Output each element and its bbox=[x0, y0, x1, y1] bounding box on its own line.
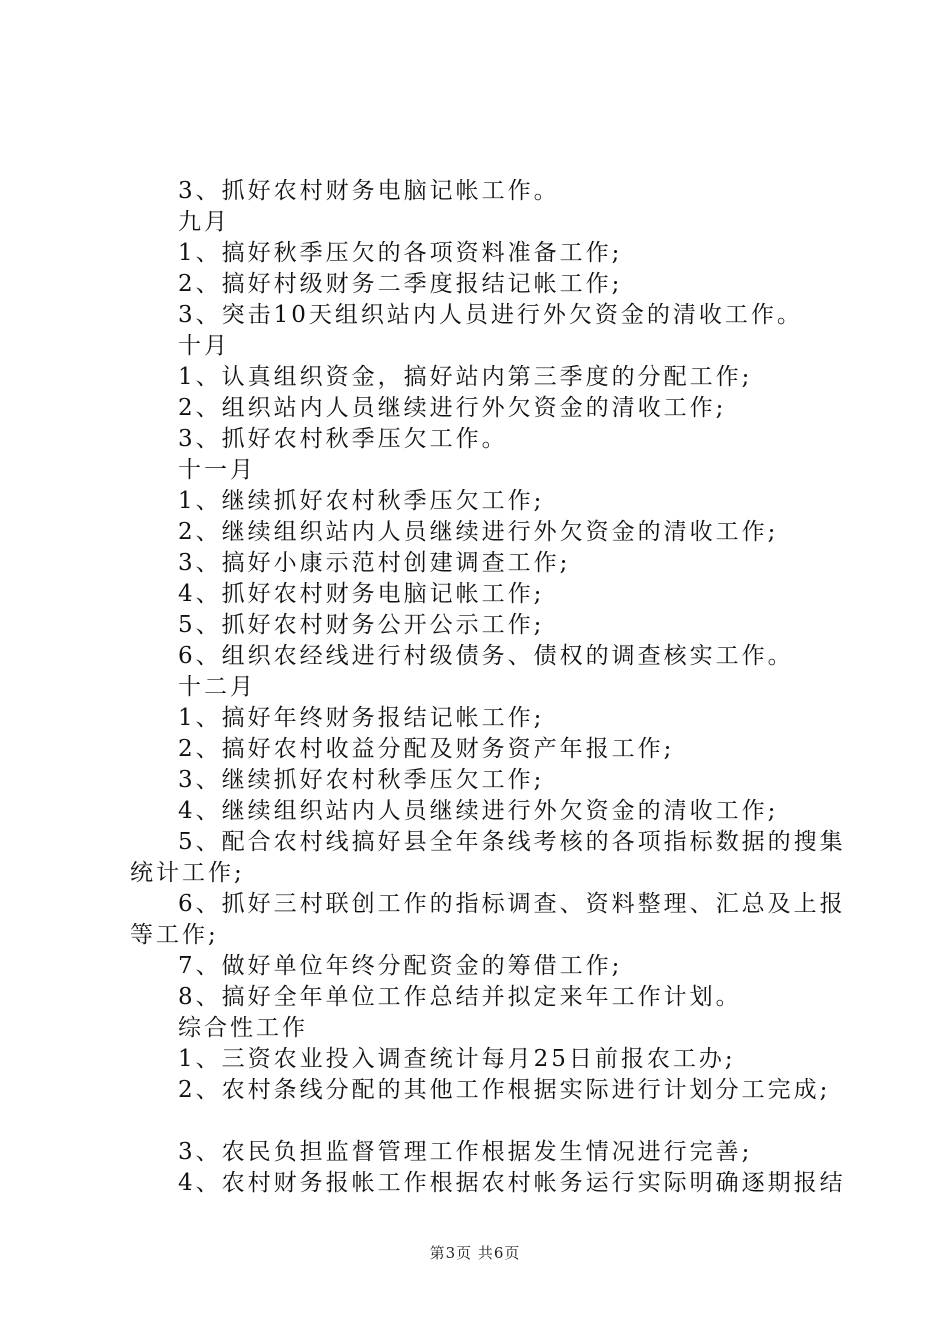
text-line: 4、农村财务报帐工作根据农村帐务运行实际明确逐期报结 bbox=[178, 1170, 846, 1196]
text-line: 5、配合农村线搞好县全年条线考核的各项指标数据的搜集 bbox=[178, 829, 846, 855]
text-line: 3、抓好农村财务电脑记帐工作。 bbox=[178, 178, 560, 204]
text-line: 1、搞好秋季压欠的各项资料准备工作; bbox=[178, 240, 623, 266]
section-heading-november: 十一月 bbox=[178, 457, 256, 483]
text-line: 6、组织农经线进行村级债务、债权的调查核实工作。 bbox=[178, 643, 794, 669]
section-heading-september: 九月 bbox=[178, 209, 230, 235]
section-heading-october: 十月 bbox=[178, 333, 230, 359]
page-footer: 第3页 共6页 bbox=[429, 1244, 521, 1262]
text-line: 2、搞好村级财务二季度报结记帐工作; bbox=[178, 271, 623, 297]
text-line: 1、认真组织资金，搞好站内第三季度的分配工作; bbox=[178, 364, 753, 390]
text-line: 8、搞好全年单位工作总结并拟定来年工作计划。 bbox=[178, 984, 742, 1010]
text-line: 6、抓好三村联创工作的指标调查、资料整理、汇总及上报 bbox=[178, 891, 846, 917]
text-line: 1、三资农业投入调查统计每月25日前报农工办; bbox=[178, 1046, 736, 1072]
text-line: 3、继续抓好农村秋季压欠工作; bbox=[178, 767, 545, 793]
text-line-continuation: 等工作; bbox=[130, 922, 219, 948]
text-line: 3、搞好小康示范村创建调查工作; bbox=[178, 550, 571, 576]
text-line-continuation: 统计工作; bbox=[130, 860, 245, 886]
text-line: 5、抓好农村财务公开公示工作; bbox=[178, 612, 545, 638]
section-heading-december: 十二月 bbox=[178, 674, 256, 700]
text-line: 2、继续组织站内人员继续进行外欠资金的清收工作; bbox=[178, 519, 779, 545]
text-line: 2、搞好农村收益分配及财务资产年报工作; bbox=[178, 736, 675, 762]
text-line: 3、突击10天组织站内人员进行外欠资金的清收工作。 bbox=[178, 302, 803, 328]
document-body bbox=[130, 176, 846, 1199]
text-line: 2、农村条线分配的其他工作根据实际进行计划分工完成; bbox=[178, 1077, 831, 1103]
text-line: 7、做好单位年终分配资金的筹借工作; bbox=[178, 953, 623, 979]
text-line: 4、继续组织站内人员继续进行外欠资金的清收工作; bbox=[178, 798, 779, 824]
text-line: 1、搞好年终财务报结记帐工作; bbox=[178, 705, 545, 731]
blank-line bbox=[130, 1106, 830, 1137]
text-line: 3、抓好农村秋季压欠工作。 bbox=[178, 426, 508, 452]
text-line: 2、组织站内人员继续进行外欠资金的清收工作; bbox=[178, 395, 727, 421]
text-line: 4、抓好农村财务电脑记帐工作; bbox=[178, 581, 545, 607]
section-heading-general: 综合性工作 bbox=[178, 1015, 308, 1041]
text-line: 1、继续抓好农村秋季压欠工作; bbox=[178, 488, 545, 514]
text-line: 3、农民负担监督管理工作根据发生情况进行完善; bbox=[178, 1139, 753, 1165]
